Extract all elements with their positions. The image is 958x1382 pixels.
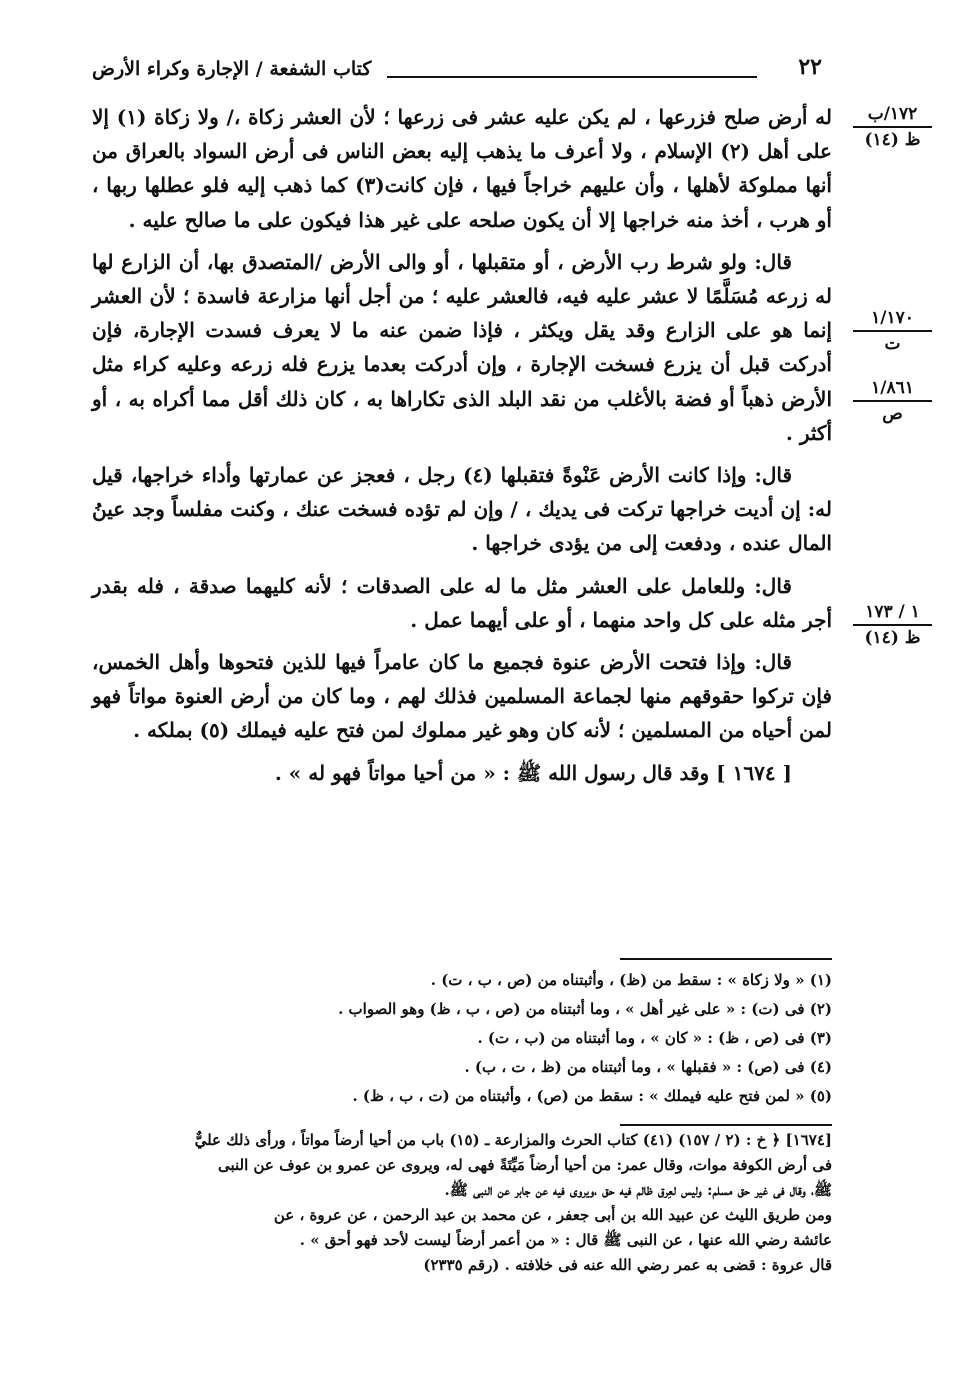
paragraph xyxy=(92,245,832,450)
margin-ref: ١/١٧٠ ت xyxy=(845,308,940,354)
paragraph xyxy=(92,458,832,561)
main-text xyxy=(92,100,832,798)
footnote: (٥) « لمن فتح عليه فيملك » : سقط من (ص) ، وأثبتناه من (ت ، ب ، ظ) . xyxy=(352,1087,832,1105)
paragraph xyxy=(92,645,832,748)
qala-label: قال: xyxy=(754,463,793,488)
qala-label: قال: xyxy=(754,249,792,274)
takhrij-separator xyxy=(620,1124,832,1126)
margin-ref: ١ / ١٧٣ ظ (١٤) xyxy=(845,602,940,648)
paragraph-text: وللعامل على العشر مثل ما له على الصدقات ؛ لأنه كليهما صدقة ، فله بقدر أجر مثله على كل واحد منهما ، أو على أيهما عمل . xyxy=(92,573,832,632)
qala-label: قال: xyxy=(754,650,792,675)
takhrij-notes xyxy=(92,1128,832,1278)
footnote: (١) « ولا زكاة » : سقط من (ظ) ، وأثبتناه من (ص ، ب ، ت) . xyxy=(430,971,832,989)
takhrij-line: فى أرض الكوفة موات، وقال عمر: من أحيا أرضاً مَيِّتَةً فهى له، ويروى عن عمرو بن عوف عن النبى xyxy=(217,1156,832,1174)
footnotes xyxy=(300,966,832,1111)
takhrij-line: ﷺ، وقال فى غير حق مسلم: وليس لعِرق ظالم فيه حق ،ويروى فيه عن جابر عن النبى ﷺ. xyxy=(444,1181,832,1199)
qala-label: قال: xyxy=(754,573,792,598)
takhrij-line: قال عروة : قضى به عمر رضي الله عنه فى خلافته . (رقم ٢٣٣٥) xyxy=(423,1256,832,1274)
page-header xyxy=(92,54,832,94)
takhrij-line: ومن طريق الليث عن عبيد الله بن أبى جعفر ، عن محمد بن عبد الرحمن ، عن عروة ، عن xyxy=(273,1206,832,1224)
margin-ref: ١/٨٦١ ص xyxy=(845,378,940,424)
paragraph-text: وإذا فتحت الأرض عنوة فجميع ما كان عامراً فيها للذين فتحوها وأهل الخمس، فإن تركوا حقوقهم منها لجماعة المسلمين فذلك لهم ، وما كان من أرض العنوة مواتاً فهو لمن أحياه من المسلمين ؛ لأنه كان وهو غير مملوك لمن فتح عليه فيملك (٥) بملكه . xyxy=(92,650,832,743)
paragraph-text: ولو شرط رب الأرض ، أو متقبلها ، أو والى الأرض /المتصدق بها، أن الزارع لها له زرعه مُسَلَّمًا لا عشر عليه فيه، فالعشر عليه ؛ من أجل أنها مزارعة فاسدة ؛ لأن العشر إنما هو على الزارع وقد يقل ويكثر ، فإذا ضمن عنه ما لا يعرف فسدت الإجارة، فإن أدركت قبل أن يزرع فسخت الإجارة ، وإن أدركت بعدما يزرع فله زرعه وعليه كراء مثل الأرض ذهباً أو فضة بالأغلب من نقد البلد الذى تكاراها به ، كان ذلك أقل مما أكراه به ، أو أكثر . xyxy=(92,249,832,445)
page-number: ٢٢ xyxy=(798,54,822,80)
footnote: (٤) فى (ص) : « فقبلها » ، وما أثبتناه من (ظ ، ت ، ب) . xyxy=(464,1058,832,1076)
header-rule xyxy=(387,76,757,78)
takhrij-line: [١٦٧٤] ﴿ خ : (٢ / ١٥٧) (٤١) كتاب الحرث والمزارعة ـ (١٥) باب من أحيا أرضاً مواتاً ، ورأى ذلك عليٌّ xyxy=(194,1131,832,1149)
paragraph xyxy=(92,569,832,637)
takhrij-line: عائشة رضي الله عنها ، عن النبى ﷺ قال : « من أعمر أرضاً ليست لأحد فهو أحق » . xyxy=(299,1231,832,1249)
hadith-line: [ ١٦٧٤ ] وقد قال رسول الله ﷺ : « من أحيا مواتاً فهو له » . xyxy=(274,760,792,785)
running-title: كتاب الشفعة / الإجارة وكراء الأرض xyxy=(92,58,372,80)
margin-ref: ١٧٢/ب ظ (١٤) xyxy=(845,104,940,150)
footnote: (٢) فى (ت) : « على غير أهل » ، وما أثبتناه من (ص ، ب ، ظ) وهو الصواب . xyxy=(338,1000,832,1018)
paragraph-text: وإذا كانت الأرض عَنْوةً فتقبلها (٤) رجل ، فعجز عن عمارتها وأداء خراجها، قيل له: إن أديت خراجها تركت فى يديك ، / وإن لم تؤده فسخت عنك ، وكنت مفلساً وجد عينُ المال عنده ، ودفعت إلى من يؤدى خراجها . xyxy=(92,463,832,556)
footnote-separator xyxy=(620,958,832,960)
paragraph: له أرض صلح فزرعها ، لم يكن عليه عشر فى زرعها ؛ لأن العشر زكاة ،/ ولا زكاة (١) إلا على أهل (٢) الإسلام ، ولا أعرف ما يذهب إليه بعض الناس فى أرض السواد بالعراق من أنها مملوكة لأهلها ، وأن عليهم خراجاً فيها ، فإن كانت(٣) كما ذهب إليه فلو عطلها ربها ، أو هرب ، أخذ منه خراجها إلا أن يكون صلحه على غير هذا فيكون على ما صالح عليه . xyxy=(92,105,833,232)
footnote: (٣) فى (ص ، ظ) : « كان » ، وما أثبتناه من (ب ، ت) . xyxy=(477,1029,832,1047)
